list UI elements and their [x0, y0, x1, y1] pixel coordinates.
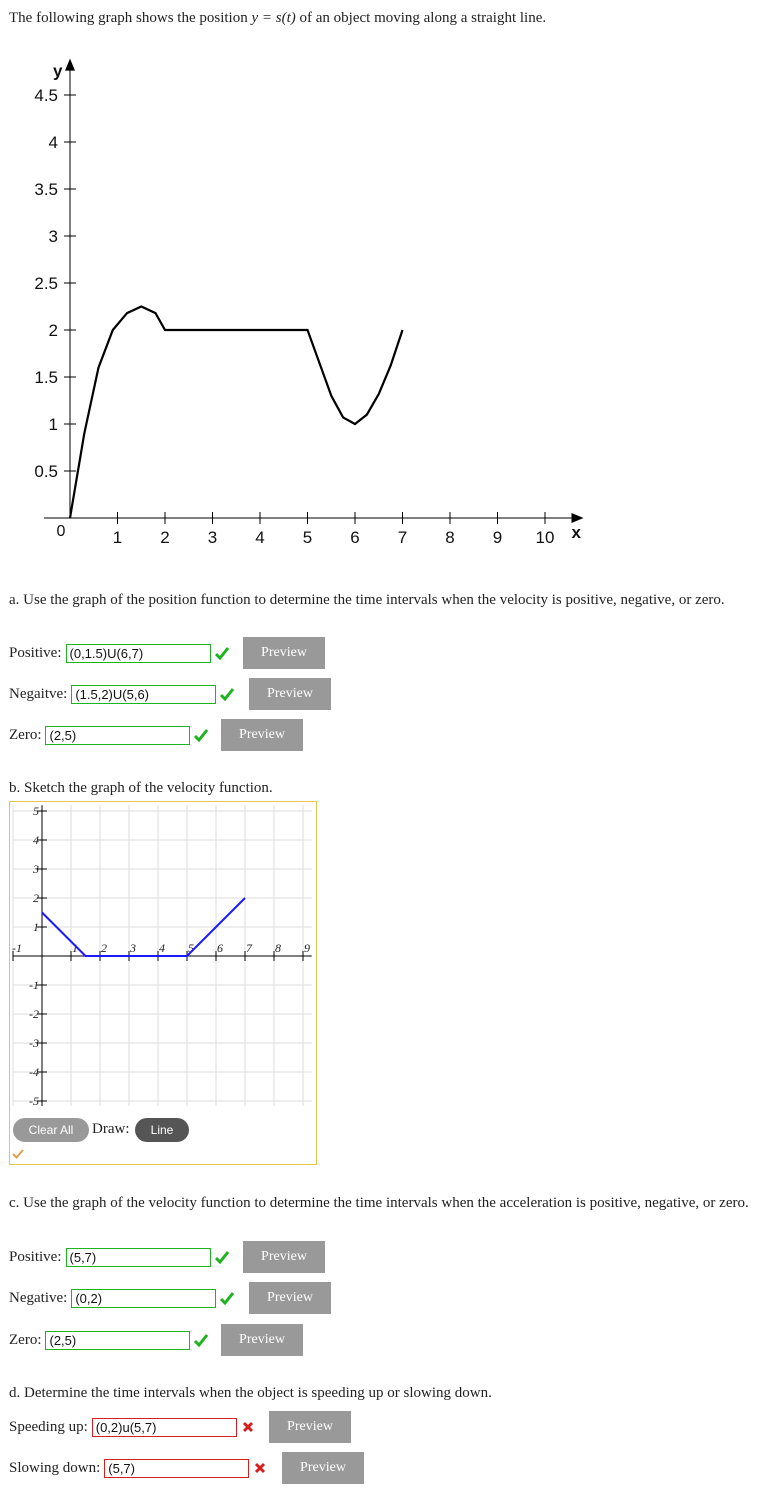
position-graph-labels	[34, 62, 581, 547]
correct-check-icon	[214, 1249, 230, 1265]
y-tick-label: 2.5	[34, 274, 58, 293]
part-c-negative-input[interactable]: (0,2)	[71, 1289, 216, 1308]
part-a-zero-row	[9, 723, 209, 747]
intro-text	[9, 10, 546, 27]
velocity-y-tick-label: 1	[33, 920, 39, 934]
velocity-x-tick-label: 5	[188, 941, 194, 955]
part-c-zero-input[interactable]: (2,5)	[45, 1331, 190, 1350]
part-a-positive-row	[9, 641, 230, 665]
incorrect-x-icon	[252, 1460, 268, 1476]
x-tick-label: 6	[350, 528, 360, 547]
x-tick-label: 5	[302, 528, 313, 547]
x-tick-label: 1	[112, 528, 123, 547]
part-c-zero-label: Zero:	[9, 1331, 42, 1348]
part-d-prompt: d. Determine the time intervals when the object is speeding up or slowing down.	[9, 1385, 492, 1401]
position-curve	[70, 307, 403, 519]
velocity-y-tick-label: -3	[29, 1036, 39, 1050]
correct-check-icon	[219, 686, 235, 702]
part-a-prompt: a. Use the graph of the position function to determine the time intervals when the velocity is positive, negative, or zero.	[9, 592, 725, 608]
velocity-y-tick-label: -1	[29, 978, 39, 992]
velocity-x-tick-label: 6	[217, 941, 223, 955]
part-a-zero-preview-button[interactable]: Preview	[221, 719, 303, 751]
velocity-y-tick-label: 4	[33, 833, 39, 847]
part-a-positive-input[interactable]: (0,1.5)U(6,7)	[66, 644, 211, 663]
part-a-positive-preview-button[interactable]: Preview	[243, 637, 325, 669]
y-tick-label: 3.5	[34, 180, 58, 199]
part-c-prompt: c. Use the graph of the velocity function to determine the time intervals when the acceleration is positive, negative, or zero.	[9, 1195, 749, 1211]
part-c-positive-preview-button[interactable]: Preview	[243, 1241, 325, 1273]
y-tick-label: 3	[48, 227, 58, 246]
part-c-positive-label: Positive:	[9, 1248, 62, 1265]
part-d-speeding-preview-button[interactable]: Preview	[269, 1411, 351, 1443]
position-graph	[0, 50, 600, 560]
part-d-speeding-label: Speeding up:	[9, 1418, 88, 1435]
part-c-zero-preview-button[interactable]: Preview	[221, 1324, 303, 1356]
velocity-y-tick-label: -2	[29, 1007, 39, 1021]
part-c-positive-input[interactable]: (5,7)	[66, 1248, 211, 1267]
velocity-x-tick-label: 9	[304, 941, 310, 955]
part-a-zero-label: Zero:	[9, 726, 42, 743]
y-tick-label: 1	[48, 415, 58, 434]
line-tool-button[interactable]: Line	[135, 1118, 189, 1142]
x-tick-label: 7	[397, 528, 408, 547]
x-axis-label: x	[571, 523, 581, 542]
part-d-slowing-row	[9, 1456, 268, 1480]
velocity-y-tick-label: 5	[33, 804, 39, 818]
velocity-y-tick-label: 3	[33, 862, 39, 876]
part-d-slowing-preview-button[interactable]: Preview	[282, 1452, 364, 1484]
x-axis-arrow-icon	[572, 513, 584, 523]
position-graph-axes	[44, 59, 584, 524]
x-tick-label: 4	[255, 528, 265, 547]
part-b-prompt: b. Sketch the graph of the velocity function.	[9, 780, 273, 796]
correct-check-icon	[193, 1332, 209, 1348]
part-c-negative-label: Negative:	[9, 1289, 68, 1306]
part-c-zero-row	[9, 1328, 209, 1352]
velocity-x-tick-label: 2	[101, 941, 107, 955]
velocity-y-tick-label: -4	[29, 1065, 39, 1079]
y-tick-label: 0.5	[34, 462, 58, 481]
graph-check-icon	[12, 1148, 24, 1160]
velocity-x-tick-label: 7	[246, 941, 252, 955]
y-tick-label: 2	[48, 321, 58, 340]
velocity-x-tick-label: 4	[159, 941, 165, 955]
y-tick-label: 4.5	[34, 86, 58, 105]
y-tick-label: 1.5	[34, 368, 58, 387]
velocity-x-tick-label: 3	[130, 941, 136, 955]
y-axis-label: y	[53, 61, 63, 81]
x-tick-label: 8	[445, 528, 455, 547]
part-d-slowing-label: Slowing down:	[9, 1459, 101, 1476]
intro-text-before: The following graph shows the position	[9, 10, 252, 26]
part-a-zero-input[interactable]: (2,5)	[45, 726, 190, 745]
part-d-speeding-row	[9, 1415, 256, 1439]
origin-label: 0	[56, 523, 66, 540]
clear-all-button[interactable]: Clear All	[13, 1118, 89, 1142]
velocity-x-tick-label: -1	[12, 941, 22, 955]
velocity-y-tick-label: -5	[29, 1094, 39, 1106]
correct-check-icon	[193, 727, 209, 743]
x-tick-label: 2	[160, 528, 170, 547]
part-a-negative-preview-button[interactable]: Preview	[249, 678, 331, 710]
x-tick-label: 10	[535, 528, 555, 547]
part-d-speeding-input[interactable]: (0,2)u(5,7)	[92, 1418, 237, 1437]
part-c-negative-preview-button[interactable]: Preview	[249, 1282, 331, 1314]
part-a-negative-row	[9, 682, 235, 706]
part-a-negative-label: Negaitve:	[9, 685, 68, 702]
intro-text-after: of an object moving along a straight line.	[295, 10, 547, 26]
part-c-negative-row	[9, 1286, 235, 1310]
x-tick-label: 9	[492, 528, 503, 547]
part-c-positive-row	[9, 1245, 230, 1269]
intro-math: y = s(t)	[251, 10, 296, 26]
velocity-x-tick-label: 8	[275, 941, 281, 955]
x-tick-label: 3	[207, 528, 218, 547]
velocity-y-tick-label: 2	[33, 891, 39, 905]
velocity-x-tick-label: 1	[72, 941, 78, 955]
draw-label: Draw:	[92, 1121, 130, 1137]
correct-check-icon	[219, 1290, 235, 1306]
part-a-negative-input[interactable]: (1.5,2)U(5,6)	[71, 685, 216, 704]
part-d-slowing-input[interactable]: (5,7)	[104, 1459, 249, 1478]
velocity-sketch-panel	[9, 801, 317, 1165]
part-a-positive-label: Positive:	[9, 644, 62, 661]
velocity-sketch-canvas[interactable]	[12, 804, 314, 1106]
y-axis-arrow-icon	[65, 59, 75, 71]
incorrect-x-icon	[240, 1419, 256, 1435]
y-tick-label: 4	[48, 133, 58, 152]
correct-check-icon	[214, 645, 230, 661]
